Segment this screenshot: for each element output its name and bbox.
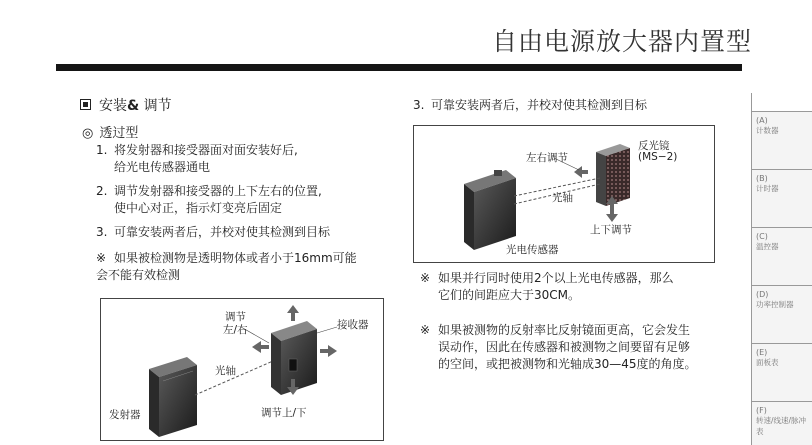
sidebar-tab-timer[interactable] xyxy=(752,169,812,227)
sidebar-tab-panel-meter[interactable] xyxy=(752,343,812,401)
label-adjust: 调节 xyxy=(225,311,246,323)
section-heading-part1: 安装 xyxy=(99,98,127,114)
note-transparent xyxy=(96,250,357,284)
tab-code: (E) xyxy=(756,348,768,357)
note-text: 它们的间距应大于30CM。 xyxy=(438,288,581,302)
section-heading-amp: & xyxy=(127,98,140,114)
tab-code: (C) xyxy=(756,232,768,241)
subsection-title-text: 透过型 xyxy=(99,126,139,141)
note-reflectivity xyxy=(420,322,697,373)
sidebar-tab-tachometer[interactable] xyxy=(752,401,812,445)
tab-name: 转速/线速/脉冲表 xyxy=(756,416,807,436)
sidebar-tab-counter[interactable] xyxy=(752,111,812,169)
tab-code: (F) xyxy=(756,406,767,415)
label-left-right: 左/右 xyxy=(223,324,248,336)
page-title: 自由电源放大器内置型 xyxy=(491,27,752,56)
sidebar-tab-temp-controller[interactable] xyxy=(752,227,812,285)
tab-name: 功率控制器 xyxy=(756,300,794,309)
retro-reflective-diagram xyxy=(413,125,715,263)
step-number: 3. xyxy=(96,225,108,239)
step-text: 调节发射器和接受器的上下左右的位置, xyxy=(114,184,322,198)
step-number: 2. xyxy=(96,184,108,198)
label-emitter: 发射器 xyxy=(109,409,141,421)
note-mark: ※ xyxy=(420,271,431,285)
note-text: 如果被检测物是透明物体或者小于16mm可能 xyxy=(114,251,357,265)
tab-code: (A) xyxy=(756,116,768,125)
label-optical-axis: 光轴 xyxy=(215,365,236,377)
reflector-icon xyxy=(596,144,630,206)
step-2 xyxy=(96,183,322,217)
label-adjust-up-down: 上下调节 xyxy=(590,224,632,236)
tab-name: 计时器 xyxy=(756,184,779,193)
tab-code: (D) xyxy=(756,290,769,299)
leader-line xyxy=(317,327,337,333)
subsection-title xyxy=(82,122,138,141)
tab-code: (B) xyxy=(756,174,768,183)
step-1 xyxy=(96,142,298,176)
emitter-sensor-icon xyxy=(149,357,197,437)
section-heading-part2: 调节 xyxy=(143,98,172,114)
step-number: 1. xyxy=(96,143,108,157)
through-beam-diagram xyxy=(100,298,384,441)
step-text: 将发射器和接受器面对面安装好后, xyxy=(114,143,298,157)
note-mark: ※ xyxy=(420,323,431,337)
step-text: 给光电传感器通电 xyxy=(114,160,211,174)
step-text: 可靠安装两者后，并校对使其检测到目标 xyxy=(431,98,648,112)
label-optical-axis: 光轴 xyxy=(552,192,573,204)
category-sidebar xyxy=(751,93,812,445)
label-reflector: 反光镜 xyxy=(638,140,670,152)
square-bullet-icon xyxy=(80,99,91,110)
step-number: 3. xyxy=(413,98,425,112)
header-rule xyxy=(56,64,742,71)
note-text: 会不能有效检测 xyxy=(96,268,181,282)
label-adjust-left-right: 左右调节 xyxy=(526,152,568,164)
note-text: 如果被测物的反射率比反射镜面更高，它会发生 xyxy=(438,323,691,337)
note-parallel-sensors xyxy=(420,270,674,304)
tab-name: 面板表 xyxy=(756,358,779,367)
tab-name: 温控器 xyxy=(756,242,779,251)
label-photoelectric-sensor: 光电传感器 xyxy=(506,244,559,256)
section-heading xyxy=(80,95,172,115)
note-text: 如果并行同时使用2个以上光电传感器，那么 xyxy=(438,271,674,285)
step-3 xyxy=(96,224,330,241)
double-circle-icon: ◎ xyxy=(82,126,94,141)
step-text: 可靠安装两者后，并校对使其检测到目标 xyxy=(114,225,331,239)
label-adjust-up-down: 调节上/下 xyxy=(261,407,307,419)
label-reflector-model: (MS−2) xyxy=(638,151,678,163)
label-receiver: 接收器 xyxy=(337,319,369,331)
sidebar-tab-power-controller[interactable] xyxy=(752,285,812,343)
note-mark: ※ xyxy=(96,251,107,265)
note-text: 的空间，或把被测物和光轴成30—45度的角度。 xyxy=(438,357,697,371)
note-text: 误动作，因此在传感器和被测物之间要留有足够 xyxy=(438,340,691,354)
tab-name: 计数器 xyxy=(756,126,779,135)
step-text: 使中心对正，指示灯变亮后固定 xyxy=(114,201,283,215)
photoelectric-sensor-icon xyxy=(464,170,516,250)
retro-step-3 xyxy=(413,97,647,114)
